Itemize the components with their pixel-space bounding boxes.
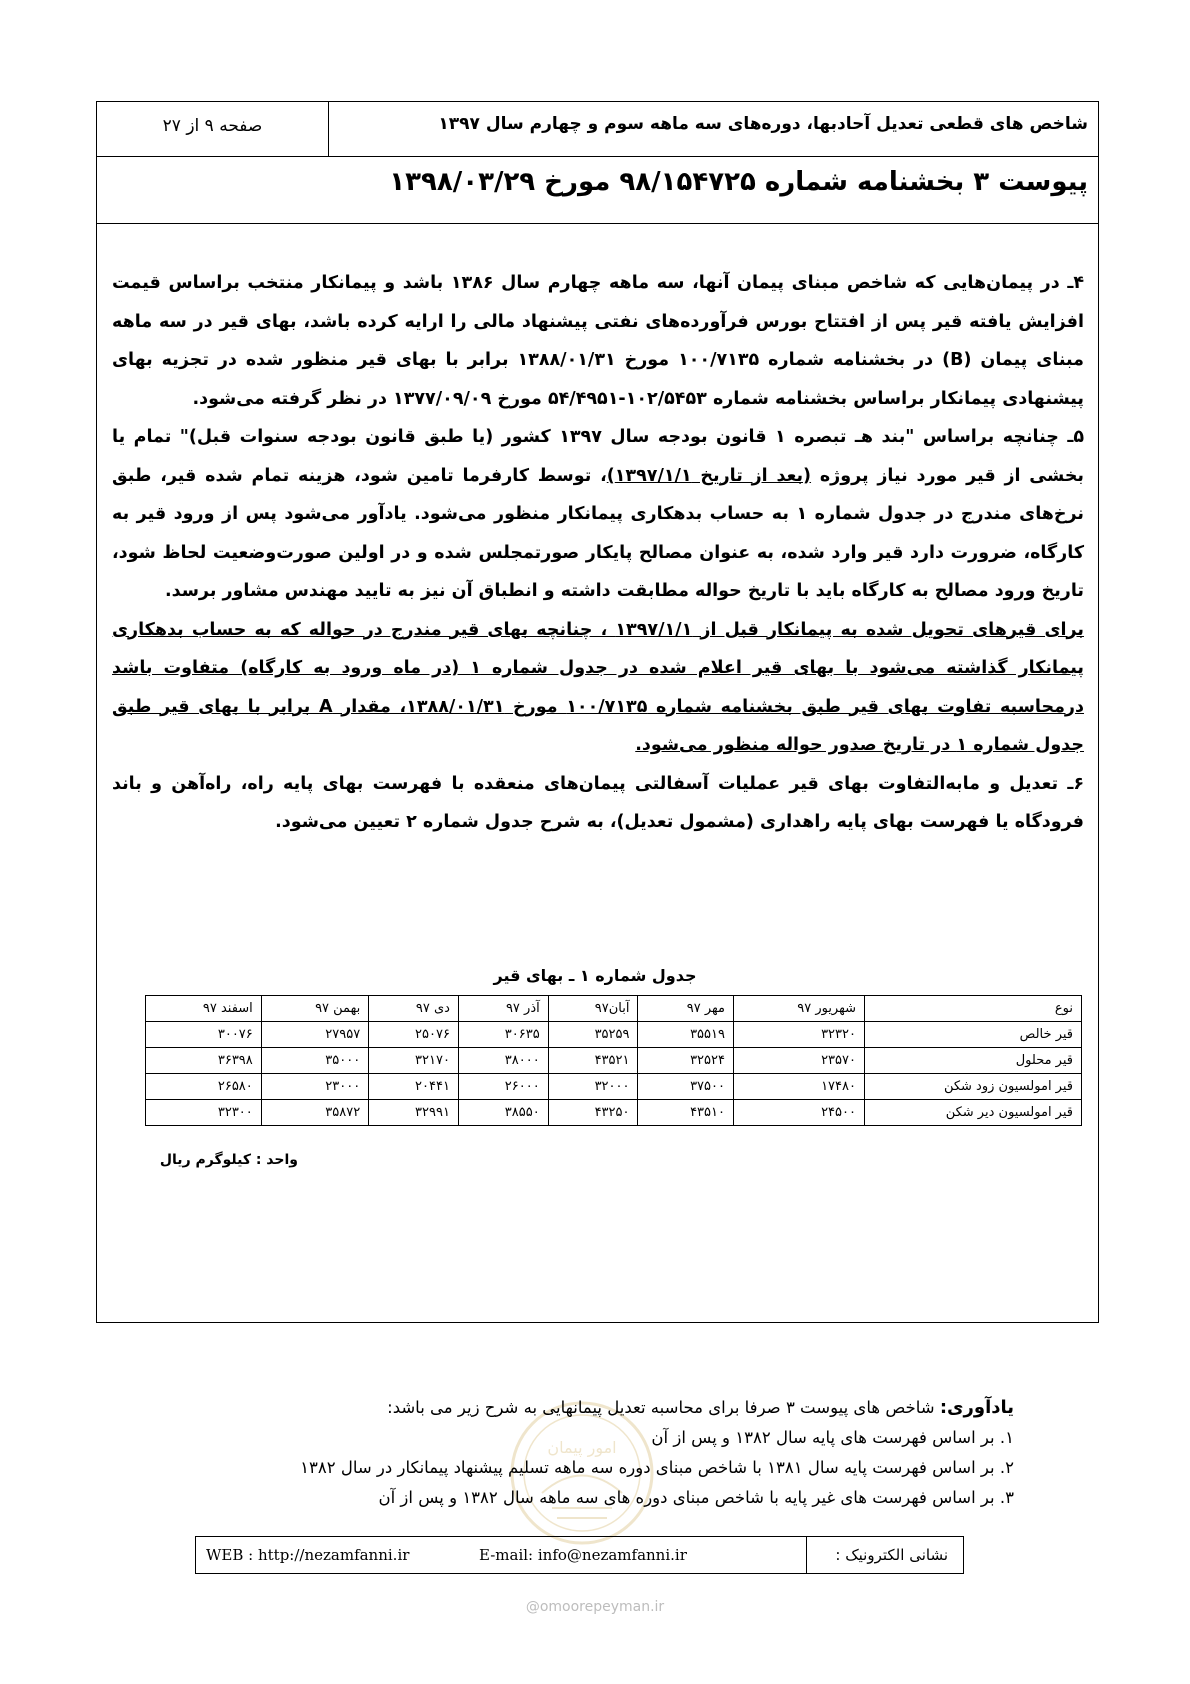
table-header-cell: نوع — [865, 996, 1082, 1022]
page-number: صفحه ۹ از ۲۷ — [97, 102, 329, 156]
price-cell: ۴۳۲۵۰ — [548, 1100, 638, 1126]
price-cell: ۳۸۵۵۰ — [458, 1100, 548, 1126]
watermark-text: @omoorepeyman.ir — [525, 1599, 665, 1615]
reminder-item: ۳. بر اساس فهرست های غیر پایه با شاخص مبنای دوره های سه ماهه سال ۱۳۸۲ و پس از آن — [378, 1488, 1014, 1507]
paragraph-5-part-c: برای قیرهای تحویل شده به پیمانکار قبل از ۱۳۹۷/۱/۱ ، چنانچه بهای قیر مندرج در حواله که به حساب بدهکاری پیمانکار گذاشته می‌شود با بهای قیر اعلام شده در جدول شماره ۱ (در ماه ورود به کارگاه) متفاوت باشد درمحاسبه تفاوت بهای قیر طبق بخشنامه شماره ۱۰۰/۷۱۳۵ مورخ ۱۳۸۸/۰۱/۳۱، مقدار A برابر با بهای قیر طبق جدول شماره ۱ در تاریخ صدور حواله منظور می‌شود. — [112, 619, 1084, 755]
paragraph-4: ۴ـ در پیمان‌هایی که شاخص مبنای پیمان آنها، سه ماهه چهارم سال ۱۳۸۶ باشد و پیمانکار منتخب براساس قیمت افزایش یافته قیر پس از افتتاح بورس فرآورده‌های نفتی پیشنهاد مالی را ارایه کرده باشد، بهای قیر در سه ماهه مبنای پیمان (B) در بخشنامه شماره ۱۰۰/۷۱۳۵ مورخ ۱۳۸۸/۰۱/۳۱ برابر با بهای قیر منظور شده در تجزیه بهای پیشنهادی پیمانکار براساس بخشنامه شماره ۱۰۲/۵۴۵۳-۵۴/۴۹۵۱ مورخ ۱۳۷۷/۰۹/۰۹ در نظر گرفته می‌شود. — [112, 273, 1085, 409]
paragraph-5-part-a: ۵ـ چنانچه براساس "بند هـ تبصره ۱ قانون بودجه سال ۱۳۹۷ کشور (یا طبق قانون بودجه سنوات قبل)" تمام یا بخشی از قیر مورد نیاز پروژه — [112, 427, 1085, 486]
email-link[interactable]: E-mail: info@nezamfanni.ir — [479, 1546, 687, 1564]
circular-title: پیوست ۳ بخشنامه شماره ۹۸/۱۵۴۷۲۵ مورخ ۱۳۹۸/۰۳/۲۹ — [389, 167, 1088, 197]
price-cell: ۳۲۵۲۴ — [638, 1048, 734, 1074]
row-label-cell: قیر محلول — [865, 1048, 1082, 1074]
price-cell: ۳۶۳۹۸ — [146, 1048, 262, 1074]
web-link[interactable]: WEB : http://nezamfanni.ir — [206, 1546, 410, 1564]
price-cell: ۱۷۴۸۰ — [733, 1074, 864, 1100]
reminder-item: ۱. بر اساس فهرست های پایه سال ۱۳۸۲ و پس از آن — [651, 1428, 1014, 1447]
body-text — [112, 264, 1084, 842]
reminder-note — [114, 1393, 1014, 1513]
table-unit: واحد : کیلوگرم ریال — [159, 1152, 298, 1168]
price-cell: ۳۰۶۳۵ — [458, 1022, 548, 1048]
bitumen-price-table — [145, 995, 1082, 1126]
price-cell: ۲۶۵۸۰ — [146, 1074, 262, 1100]
table-header-cell: دی ۹۷ — [369, 996, 459, 1022]
header-row — [97, 102, 1098, 157]
price-cell: ۳۵۲۵۹ — [548, 1022, 638, 1048]
price-cell: ۳۲۱۷۰ — [369, 1048, 459, 1074]
table-caption: جدول شماره ۱ ـ بهای قیر — [493, 966, 697, 985]
price-cell: ۳۵۰۰۰ — [261, 1048, 368, 1074]
table-row — [146, 1022, 1082, 1048]
price-cell: ۲۶۰۰۰ — [458, 1074, 548, 1100]
price-cell: ۳۰۰۷۶ — [146, 1022, 262, 1048]
reminder-label: یادآوری: — [939, 1397, 1014, 1418]
table-header-cell: بهمن ۹۷ — [261, 996, 368, 1022]
price-cell: ۳۲۳۰۰ — [146, 1100, 262, 1126]
price-cell: ۲۷۹۵۷ — [261, 1022, 368, 1048]
reminder-intro-text: شاخص های پیوست ۳ صرفا برای محاسبه تعدیل پیمانهایی به شرح زیر می باشد: — [387, 1398, 940, 1417]
paragraph-5-part-b: ، توسط کارفرما تامین شود، هزینه تمام شده قیر، طبق نرخ‌های مندرج در جدول شماره ۱ به حساب بدهکاری پیمانکار منظور می‌شود. یادآور می‌شود پس از ورود قیر به کارگاه، ضرورت دارد قیر وارد شده، به عنوان مصالح پایکار صورتمجلس شده و در اولین صورت‌وضعیت لحاظ شود، تاریخ ورود مصالح به کارگاه باید با تاریخ حواله مطابقت داشته و انطباق آن نیز به تایید مهندس مشاور برسد. — [112, 465, 1084, 601]
price-cell: ۳۲۰۰۰ — [548, 1074, 638, 1100]
table-header-cell: آبان۹۷ — [548, 996, 638, 1022]
reminder-item: ۲. بر اساس فهرست پایه سال ۱۳۸۱ با شاخص مبنای دوره سه ماهه تسلیم پیشنهاد پیمانکار در سال ۱۳۸۲ — [300, 1458, 1014, 1477]
document-title: شاخص های قطعی تعدیل آحادبها، دوره‌های سه ماهه سوم و چهارم سال ۱۳۹۷ — [438, 114, 1088, 134]
price-cell: ۴۳۵۲۱ — [548, 1048, 638, 1074]
price-cell: ۲۰۴۴۱ — [369, 1074, 459, 1100]
price-cell: ۴۳۵۱۰ — [638, 1100, 734, 1126]
circular-row — [97, 157, 1098, 224]
price-cell: ۳۲۳۲۰ — [733, 1022, 864, 1048]
row-label-cell: قیر امولسیون دیر شکن — [865, 1100, 1082, 1126]
paragraph-5-underlined-date: (بعد از تاریخ ۱۳۹۷/۱/۱) — [606, 465, 812, 486]
price-cell: ۳۷۵۰۰ — [638, 1074, 734, 1100]
row-label-cell: قیر امولسیون زود شکن — [865, 1074, 1082, 1100]
reminder-intro — [114, 1393, 1014, 1423]
table-header-row — [146, 996, 1082, 1022]
price-cell: ۳۸۰۰۰ — [458, 1048, 548, 1074]
price-cell: ۳۵۵۱۹ — [638, 1022, 734, 1048]
price-cell: ۲۵۰۷۶ — [369, 1022, 459, 1048]
contact-box — [195, 1536, 964, 1574]
contact-label: نشانی الکترونیک : — [835, 1546, 948, 1564]
table-header-cell: شهریور ۹۷ — [733, 996, 864, 1022]
contact-links-cell — [196, 1537, 807, 1573]
row-label-cell: قیر خالص — [865, 1022, 1082, 1048]
seal-text: امور پیمان — [547, 1438, 617, 1457]
table-header-cell: آذر ۹۷ — [458, 996, 548, 1022]
paragraph-5-underlined — [112, 611, 1084, 765]
paragraph-6: ۶ـ تعدیل و مابه‌التفاوت بهای قیر عملیات آسفالتی پیمان‌های منعقده با فهرست بهای پایه راه، راه‌آهن و باند فرودگاه یا فهرست بهای پایه راهداری (مشمول تعدیل)، به شرح جدول شماره ۲ تعیین می‌شود. — [112, 773, 1084, 832]
price-cell: ۲۳۵۷۰ — [733, 1048, 864, 1074]
table-row — [146, 1074, 1082, 1100]
table-row — [146, 1048, 1082, 1074]
price-cell: ۳۵۸۷۲ — [261, 1100, 368, 1126]
table-header-cell: اسفند ۹۷ — [146, 996, 262, 1022]
table-row — [146, 1100, 1082, 1126]
table-header-cell: مهر ۹۷ — [638, 996, 734, 1022]
paragraph-5 — [112, 418, 1084, 611]
price-cell: ۳۲۹۹۱ — [369, 1100, 459, 1126]
price-cell: ۲۳۰۰۰ — [261, 1074, 368, 1100]
price-cell: ۲۴۵۰۰ — [733, 1100, 864, 1126]
